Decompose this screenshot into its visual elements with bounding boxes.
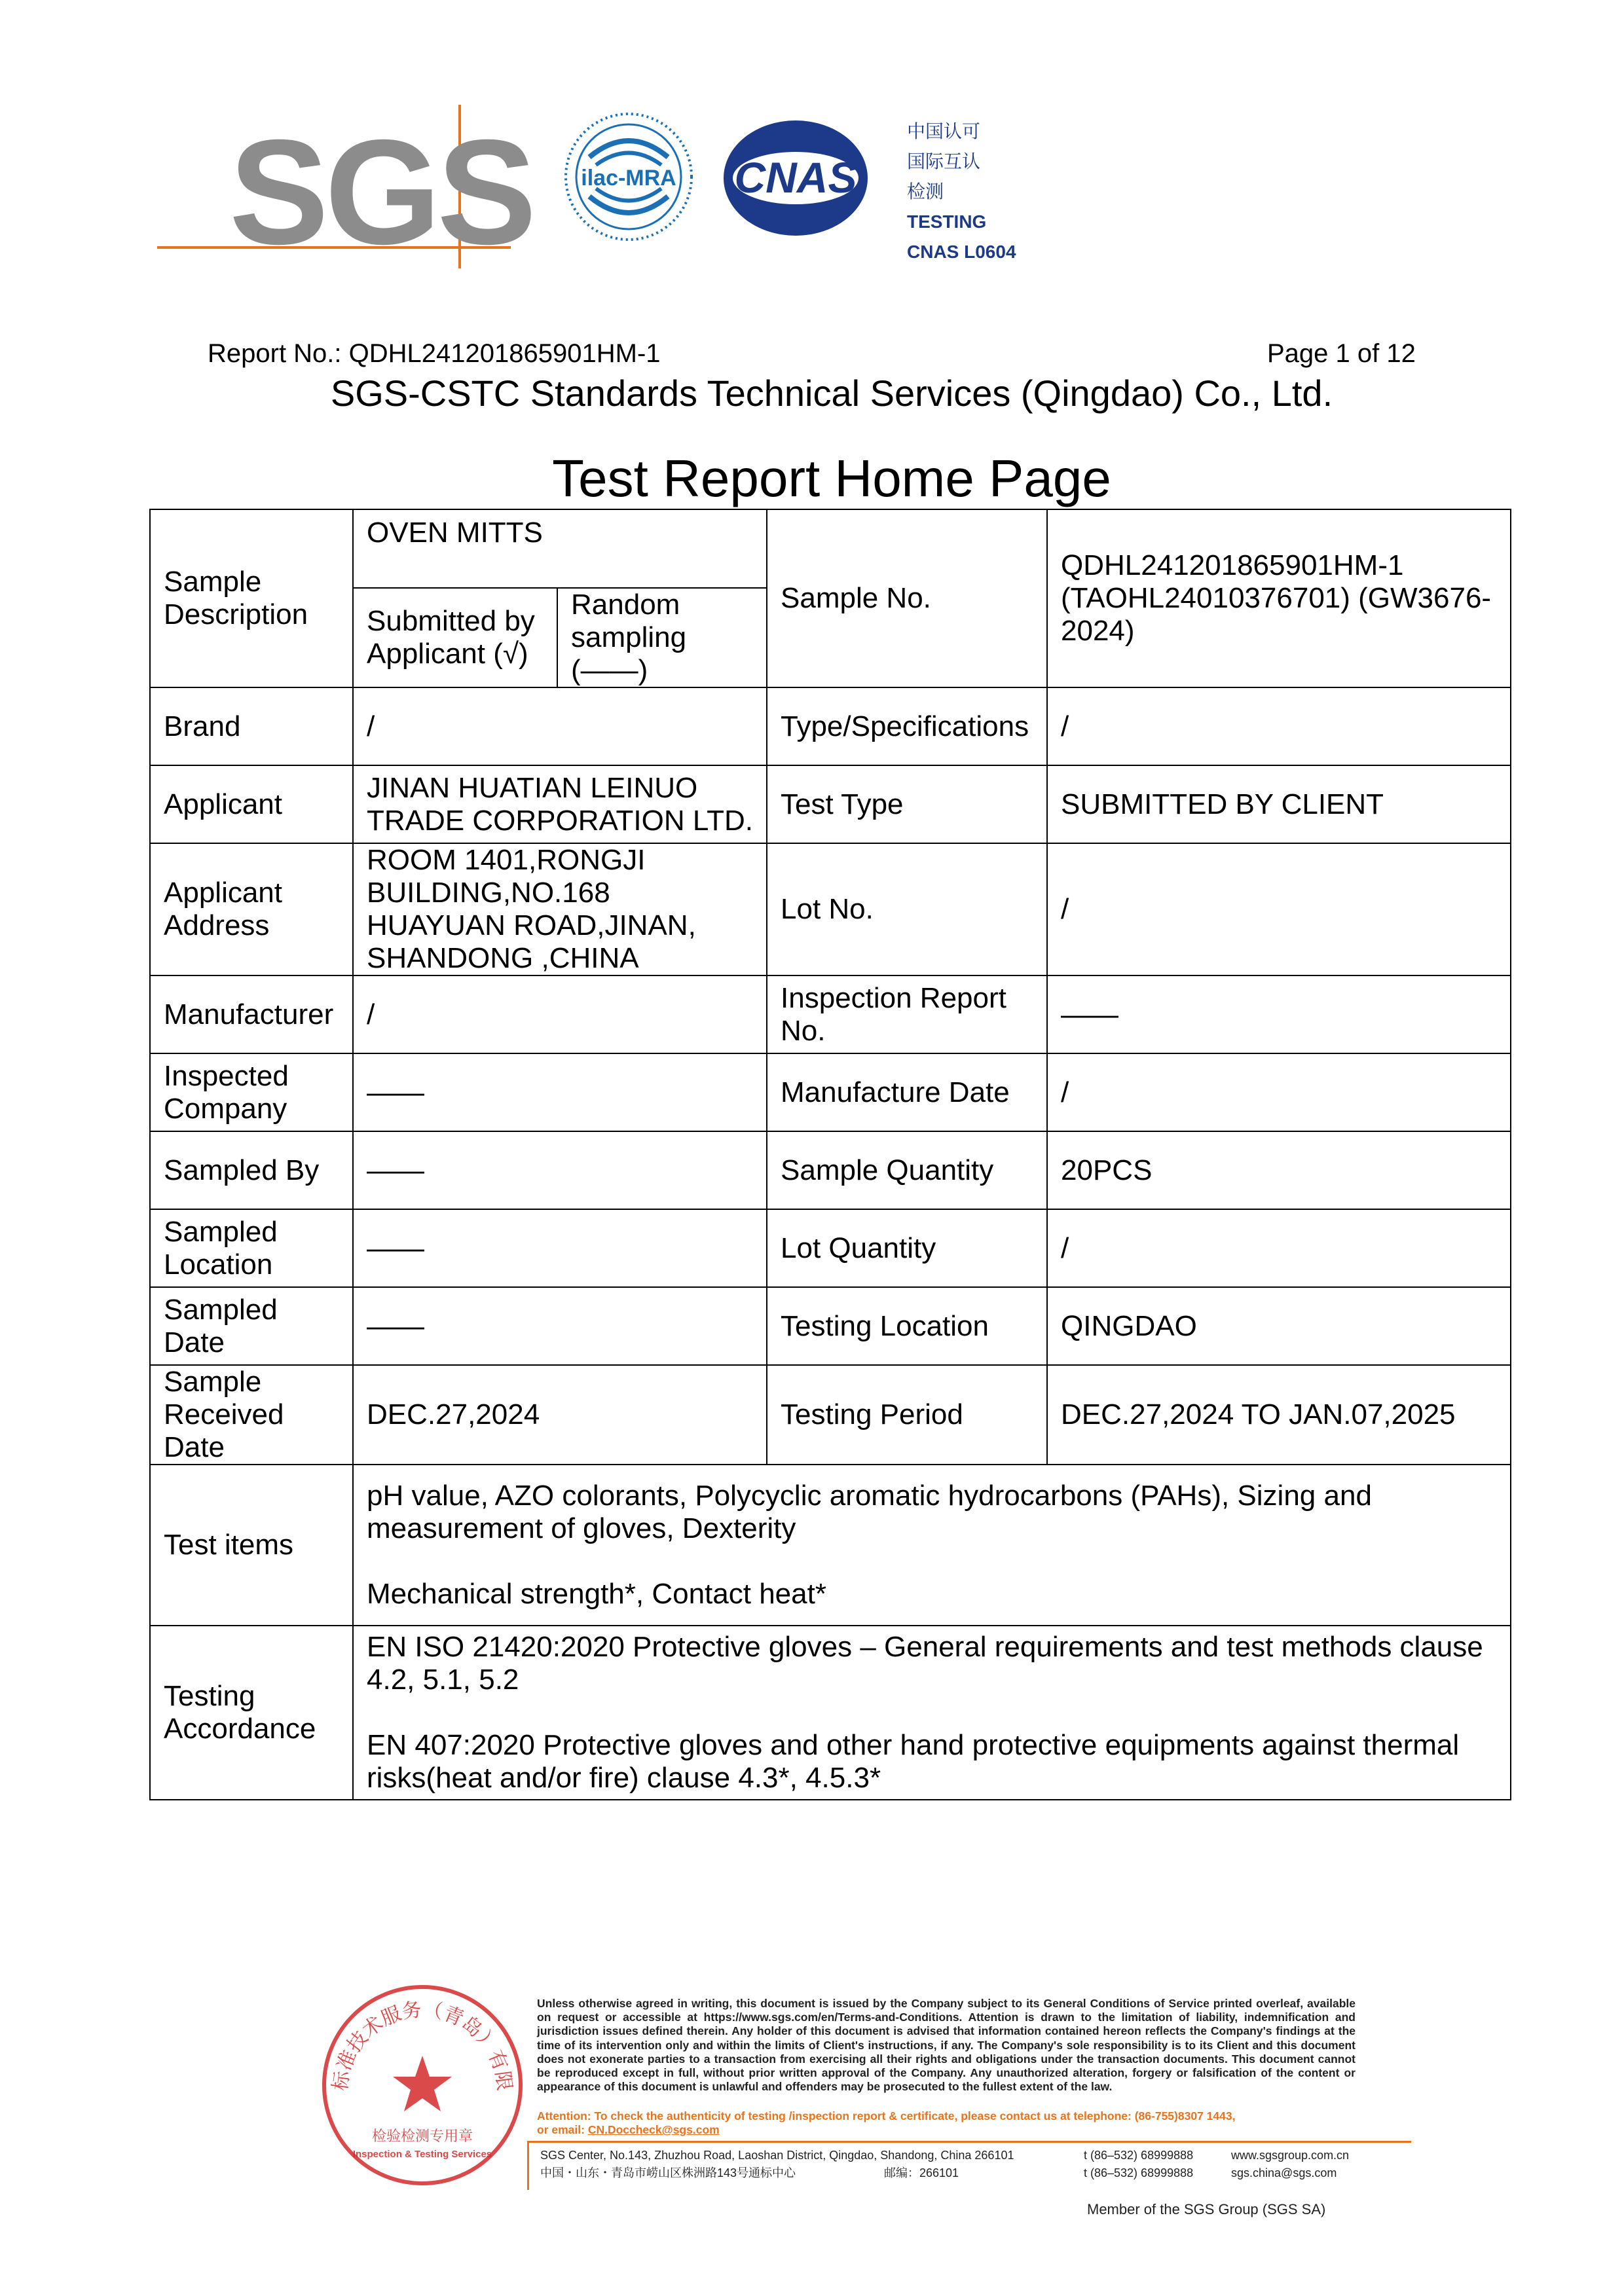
table-value: /: [1047, 1053, 1511, 1131]
table-row: [150, 975, 1511, 1053]
table-row: [150, 687, 1511, 765]
table-label: Testing Accordance: [150, 1626, 353, 1800]
cert-line: CNAS L0604: [907, 242, 1016, 262]
table-value: ——: [1047, 975, 1511, 1053]
submitted-by-cell: Submitted by Applicant (√): [353, 588, 557, 687]
company-seal: [314, 1977, 530, 2193]
table-row: [150, 1131, 1511, 1209]
page-number: Page 1 of 12: [1267, 339, 1416, 368]
attention-email-link[interactable]: CN.Doccheck@sgs.com: [587, 2123, 720, 2136]
seal-star-icon: [393, 2056, 452, 2111]
footer-divider: [527, 2141, 1411, 2143]
telephone: t (86–532) 68999888: [1084, 2149, 1194, 2162]
table-value: /: [1047, 1209, 1511, 1287]
table-label: Applicant: [150, 765, 353, 843]
table-value: /: [353, 687, 767, 765]
table-row: [150, 1053, 1511, 1131]
attention-prefix: or email:: [537, 2123, 588, 2136]
address-en: SGS Center, No.143, Zhuzhou Road, Laoshan District, Qingdao, Shandong, China 266101: [540, 2149, 1014, 2162]
seal-middle-text: 检验检测专用章: [371, 2128, 473, 2145]
report-table: [149, 509, 1511, 1800]
seal-bottom-text: Inspection & Testing Services: [352, 2149, 492, 2160]
footer-disclaimer: Unless otherwise agreed in writing, this document is issued by the Company subject to its General Conditions of Service printed overleaf, available on request or accessible at https://www.sgs.com/en/Terms-and-Conditions. Attention is drawn to the limitation of liability, indemnification and jurisdiction issues defined therein. Any holder of this document is advised that information contained hereon reflects the Company's findings at the time of its intervention only and within the limits of Client's instructions, if any. The Company's sole responsibility is to its Client and this document does not exonerate parties to a transaction from exercising all their rights and obligations under the transaction documents. This document cannot be reproduced except in full, without prior written approval of the Company. Any unauthorized alteration, forgery or falsification of the content or appearance of this document is unlawful and offenders may be prosecuted to the fullest extent of the law.: [537, 1997, 1356, 2094]
table-value: ——: [353, 1209, 767, 1287]
cnas-logo: [720, 118, 871, 239]
testing-accordance-value: [353, 1626, 1511, 1800]
report-number: Report No.: QDHL241201865901HM-1: [208, 339, 661, 368]
table-value: ROOM 1401,RONGJI BUILDING,NO.168 HUAYUAN ROAD,JINAN, SHANDONG ,CHINA: [353, 843, 767, 975]
table-label: Inspected Company: [150, 1053, 353, 1131]
table-label: Sampled Location: [150, 1209, 353, 1287]
table-value: DEC.27,2024 TO JAN.07,2025: [1047, 1365, 1511, 1465]
sample-description-value: OVEN MITTS: [353, 509, 767, 588]
table-row: [150, 1465, 1511, 1626]
table-value: JINAN HUATIAN LEINUO TRADE CORPORATION LTD.: [353, 765, 767, 843]
table-value: ——: [353, 1287, 767, 1365]
table-value: SUBMITTED BY CLIENT: [1047, 765, 1511, 843]
table-label: Sample Received Date: [150, 1365, 353, 1465]
company-name: SGS-CSTC Standards Technical Services (Qingdao) Co., Ltd.: [330, 373, 1333, 414]
accordance-line: EN ISO 21420:2020 Protective gloves – General requirements and test methods clause 4.2, 5.1, 5.2: [367, 1631, 1483, 1696]
footer-divider-vertical: [527, 2141, 529, 2190]
cert-line: 国际互认: [907, 151, 981, 172]
ilac-mra-logo: [563, 111, 694, 242]
table-value: QINGDAO: [1047, 1287, 1511, 1365]
sgs-logo: [157, 105, 533, 276]
website-link[interactable]: www.sgsgroup.com.cn: [1231, 2149, 1350, 2162]
table-value: ——: [353, 1131, 767, 1209]
sample-no-value: QDHL241201865901HM-1 (TAOHL24010376701) (GW3676-2024): [1047, 509, 1511, 687]
address-cn: 中国・山东・青岛市崂山区株洲路143号通标中心: [540, 2166, 796, 2179]
table-row: [150, 843, 1511, 975]
table-row: [150, 765, 1511, 843]
table-label: Sampled Date: [150, 1287, 353, 1365]
cert-line: 检测: [907, 181, 944, 202]
cert-line: TESTING: [907, 211, 987, 232]
table-row: [150, 1626, 1511, 1800]
table-label: Applicant Address: [150, 843, 353, 975]
member-text: Member of the SGS Group (SGS SA): [1087, 2201, 1326, 2217]
table-label: Manufacture Date: [767, 1053, 1047, 1131]
test-items-line: pH value, AZO colorants, Polycyclic aromatic hydrocarbons (PAHs), Sizing and measurement of gloves, Dexterity: [367, 1480, 1372, 1544]
table-label: Sample No.: [767, 509, 1047, 687]
table-value: DEC.27,2024: [353, 1365, 767, 1465]
email-link[interactable]: sgs.china@sgs.com: [1231, 2166, 1337, 2179]
table-label: Sampled By: [150, 1131, 353, 1209]
attention-line: Attention: To check the authenticity of testing /inspection report & certificate, please contact us at telephone: (86-755)8307 1443,: [537, 2109, 1236, 2123]
table-label: Lot Quantity: [767, 1209, 1047, 1287]
table-value: 20PCS: [1047, 1131, 1511, 1209]
table-value: /: [353, 975, 767, 1053]
table-value: /: [1047, 687, 1511, 765]
telephone: t (86–532) 68999888: [1084, 2166, 1194, 2179]
table-label: Type/Specifications: [767, 687, 1047, 765]
table-label: Sample Quantity: [767, 1131, 1047, 1209]
table-label: Testing Location: [767, 1287, 1047, 1365]
postcode: 邮编：266101: [884, 2166, 959, 2179]
accreditation-text: [907, 117, 1016, 267]
attention-line: [537, 2123, 1235, 2137]
ilac-mra-label: ilac-MRA: [581, 166, 676, 191]
table-label: Testing Period: [767, 1365, 1047, 1465]
table-label: Sample Description: [150, 509, 353, 687]
table-row: [150, 1209, 1511, 1287]
random-sampling-cell: Random sampling (——): [557, 588, 767, 687]
table-value: /: [1047, 843, 1511, 975]
table-label: Test Type: [767, 765, 1047, 843]
table-row: [150, 509, 1511, 588]
footer-attention: [537, 2109, 1235, 2137]
test-items-value: [353, 1465, 1511, 1626]
table-row: [150, 1365, 1511, 1465]
table-row: [150, 1287, 1511, 1365]
seal-top-text: 标准技术服务（青岛）有限: [329, 1998, 516, 2092]
svg-text:通标标准技术服务（青岛）有限公司: [314, 1977, 516, 2092]
table-label: Test items: [150, 1465, 353, 1626]
page-title: Test Report Home Page: [552, 449, 1111, 507]
table-label: Inspection Report No.: [767, 975, 1047, 1053]
table-value: ——: [353, 1053, 767, 1131]
table-label: Lot No.: [767, 843, 1047, 975]
cnas-label: CNAS: [734, 153, 857, 202]
table-label: Brand: [150, 687, 353, 765]
test-items-line: Mechanical strength*, Contact heat*: [367, 1578, 826, 1610]
accordance-line: EN 407:2020 Protective gloves and other hand protective equipments against thermal risks(heat and/or fire) clause 4.3*, 4.5.3*: [367, 1729, 1460, 1794]
cert-line: 中国认可: [907, 121, 981, 141]
sgs-logo-text: SGS: [229, 109, 533, 276]
table-label: Manufacturer: [150, 975, 353, 1053]
